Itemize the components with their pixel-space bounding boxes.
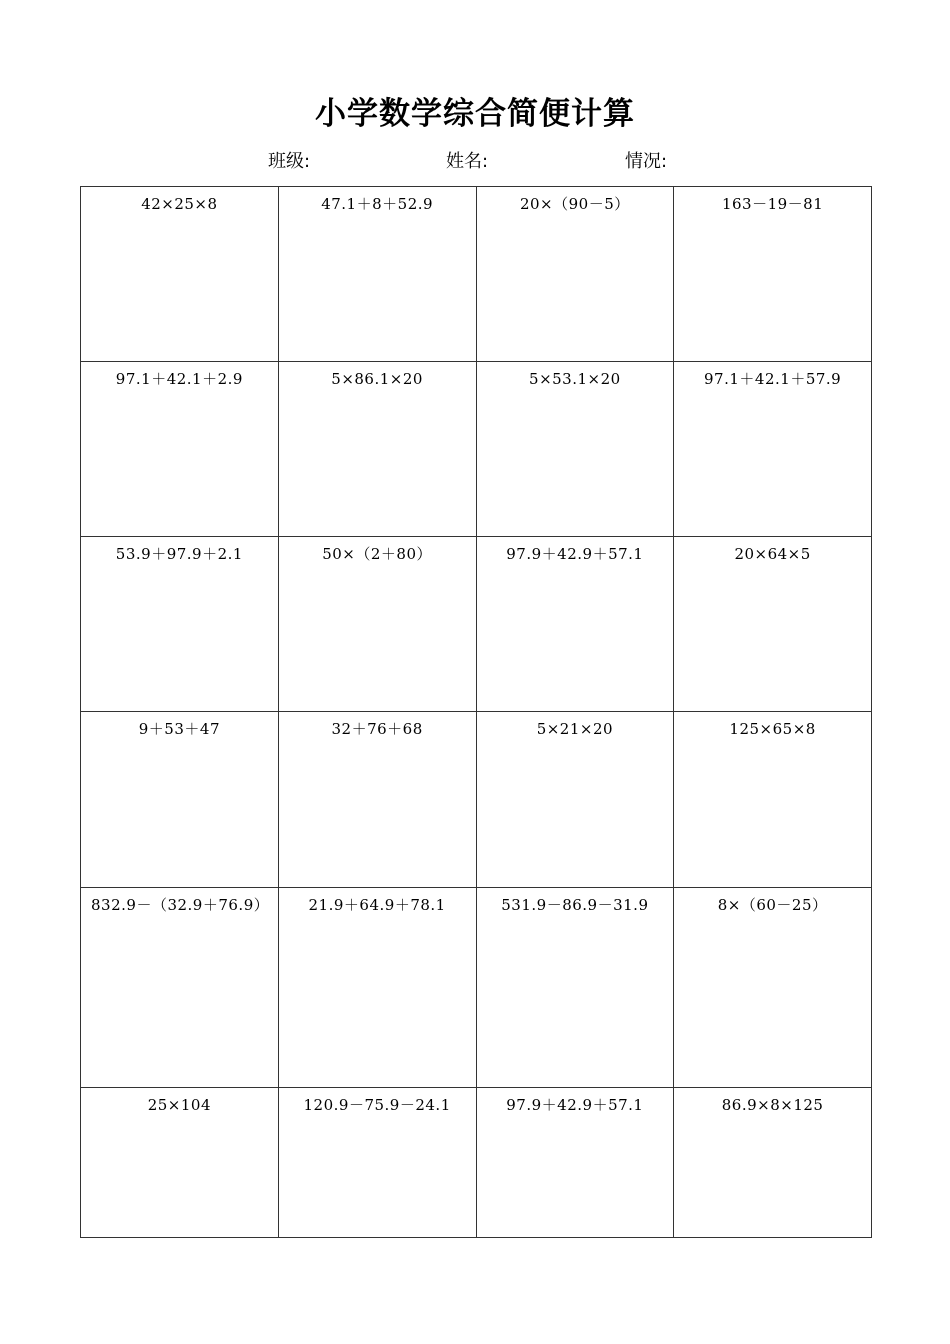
- problem-cell: 163－19－81: [674, 187, 872, 362]
- problem-cell: 32＋76＋68: [278, 712, 476, 887]
- problem-cell: 47.1＋8＋52.9: [278, 187, 476, 362]
- page-title: 小学数学综合简便计算: [315, 96, 635, 132]
- problem-cell: 97.1＋42.1＋57.9: [674, 362, 872, 537]
- problem-cell: 42×25×8: [81, 187, 279, 362]
- status-label: 情况:: [625, 151, 668, 172]
- problem-cell: 5×86.1×20: [278, 362, 476, 537]
- problem-cell: 9＋53＋47: [81, 712, 279, 887]
- problem-cell: 8×（60－25）: [674, 887, 872, 1087]
- problem-cell: 53.9＋97.9＋2.1: [81, 537, 279, 712]
- problem-row: [81, 537, 872, 712]
- problem-cell: 120.9－75.9－24.1: [278, 1087, 476, 1237]
- problem-cell: 50×（2＋80）: [278, 537, 476, 712]
- problem-cell: 20×64×5: [674, 537, 872, 712]
- problem-cell: 5×21×20: [476, 712, 674, 887]
- problem-cell: 97.1＋42.1＋2.9: [81, 362, 279, 537]
- problem-cell: 832.9－（32.9＋76.9）: [81, 887, 279, 1087]
- problem-cell: 97.9＋42.9＋57.1: [476, 1087, 674, 1237]
- problem-cell: 20×（90－5）: [476, 187, 674, 362]
- problem-cell: 86.9×8×125: [674, 1087, 872, 1237]
- problem-cell: 97.9＋42.9＋57.1: [476, 537, 674, 712]
- problem-row: [81, 1087, 872, 1237]
- problem-row: [81, 362, 872, 537]
- problem-cell: 5×53.1×20: [476, 362, 674, 537]
- problem-cell: 531.9－86.9－31.9: [476, 887, 674, 1087]
- student-info-row: [0, 148, 950, 176]
- problem-row: [81, 887, 872, 1087]
- problem-row: [81, 712, 872, 887]
- problem-row: [81, 187, 872, 362]
- class-label: 班级:: [268, 151, 311, 172]
- problem-cell: 21.9＋64.9＋78.1: [278, 887, 476, 1087]
- problem-cell: 25×104: [81, 1087, 279, 1237]
- problem-cell: 125×65×8: [674, 712, 872, 887]
- name-label: 姓名:: [446, 151, 489, 172]
- problem-grid: [80, 186, 872, 1238]
